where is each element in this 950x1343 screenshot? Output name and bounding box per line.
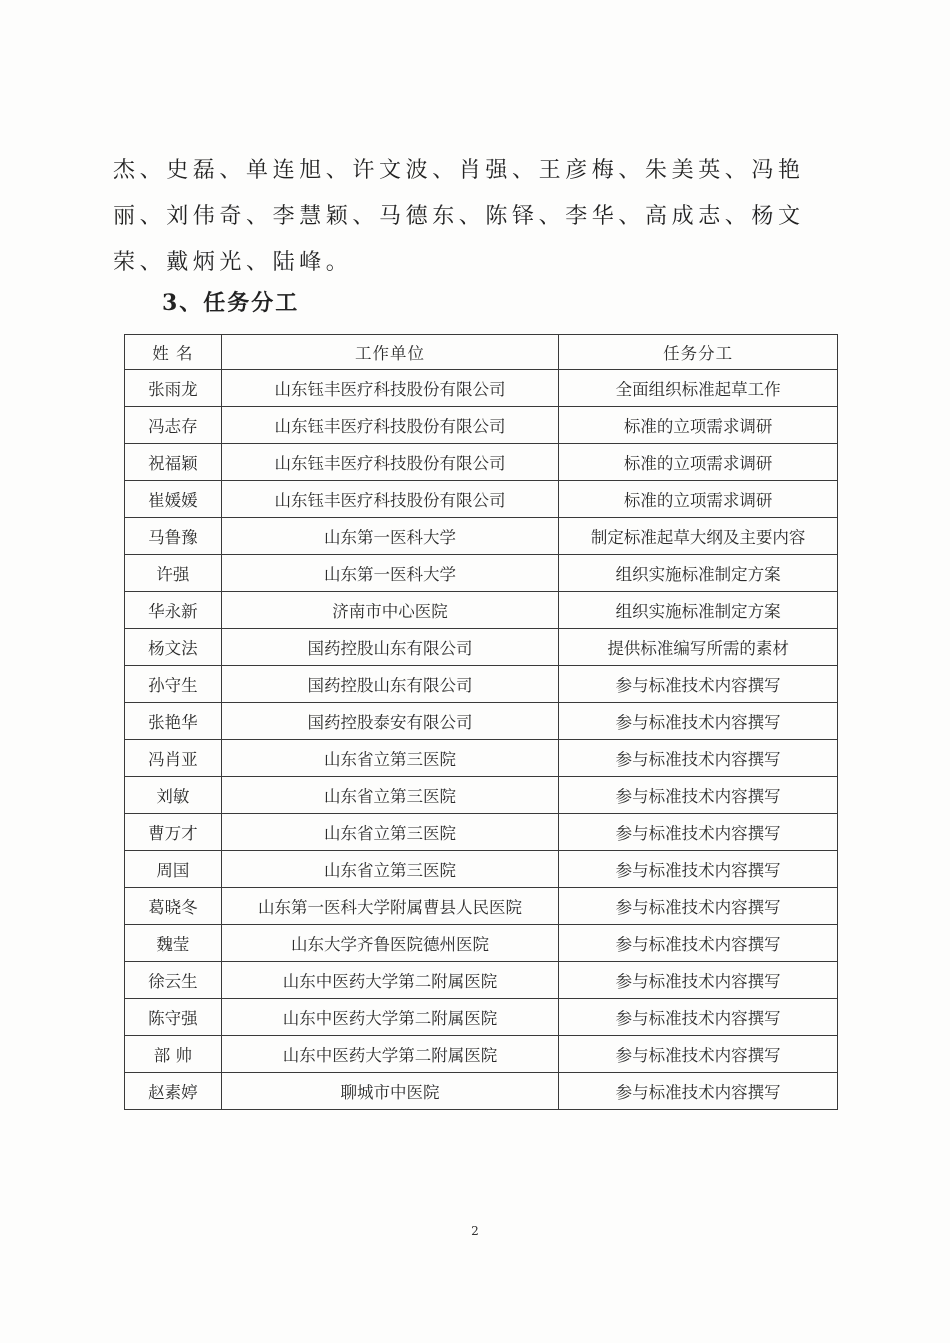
cell-name: 曹万才 <box>125 814 222 851</box>
cell-unit: 国药控股山东有限公司 <box>221 666 559 703</box>
table-row <box>125 629 838 666</box>
cell-unit: 山东钰丰医疗科技股份有限公司 <box>221 407 559 444</box>
cell-name: 华永新 <box>125 592 222 629</box>
table-row <box>125 962 838 999</box>
header-task: 任务分工 <box>559 335 838 370</box>
table-row <box>125 518 838 555</box>
cell-name: 赵素婷 <box>125 1073 222 1110</box>
cell-name: 杨文法 <box>125 629 222 666</box>
cell-unit: 山东第一医科大学附属曹县人民医院 <box>221 888 559 925</box>
cell-unit: 山东中医药大学第二附属医院 <box>221 962 559 999</box>
cell-unit: 山东省立第三医院 <box>221 740 559 777</box>
cell-name: 崔媛媛 <box>125 481 222 518</box>
cell-name: 周国 <box>125 851 222 888</box>
cell-unit: 山东大学齐鲁医院德州医院 <box>221 925 559 962</box>
cell-task: 标准的立项需求调研 <box>559 407 838 444</box>
cell-name: 魏莹 <box>125 925 222 962</box>
member-list-paragraph: 杰、史磊、单连旭、许文波、肖强、王彦梅、朱美英、冯艳丽、刘伟奇、李慧颖、马德东、陈铎、李华、高成志、杨文荣、戴炳光、陆峰。 <box>113 158 805 275</box>
table-row <box>125 777 838 814</box>
cell-name: 冯志存 <box>125 407 222 444</box>
cell-unit: 山东第一医科大学 <box>221 518 559 555</box>
table-row <box>125 481 838 518</box>
cell-task: 参与标准技术内容撰写 <box>559 999 838 1036</box>
cell-unit: 山东省立第三医院 <box>221 814 559 851</box>
task-assignment-table <box>124 334 838 1110</box>
cell-task: 参与标准技术内容撰写 <box>559 888 838 925</box>
cell-name: 张艳华 <box>125 703 222 740</box>
table-row <box>125 814 838 851</box>
cell-name: 刘敏 <box>125 777 222 814</box>
header-name: 姓 名 <box>125 335 222 370</box>
cell-unit: 山东钰丰医疗科技股份有限公司 <box>221 370 559 407</box>
cell-unit: 山东钰丰医疗科技股份有限公司 <box>221 481 559 518</box>
cell-name: 冯肖亚 <box>125 740 222 777</box>
table-row <box>125 925 838 962</box>
cell-unit: 山东中医药大学第二附属医院 <box>221 1036 559 1073</box>
cell-unit: 山东第一医科大学 <box>221 555 559 592</box>
cell-task: 参与标准技术内容撰写 <box>559 925 838 962</box>
table-row <box>125 666 838 703</box>
cell-unit: 山东省立第三医院 <box>221 851 559 888</box>
cell-task: 全面组织标准起草工作 <box>559 370 838 407</box>
table-row <box>125 888 838 925</box>
cell-name: 部 帅 <box>125 1036 222 1073</box>
header-unit: 工作单位 <box>221 335 559 370</box>
cell-unit: 国药控股泰安有限公司 <box>221 703 559 740</box>
table-row <box>125 592 838 629</box>
cell-task: 参与标准技术内容撰写 <box>559 666 838 703</box>
cell-task: 参与标准技术内容撰写 <box>559 740 838 777</box>
cell-unit: 山东钰丰医疗科技股份有限公司 <box>221 444 559 481</box>
cell-task: 参与标准技术内容撰写 <box>559 814 838 851</box>
cell-name: 陈守强 <box>125 999 222 1036</box>
cell-unit: 山东中医药大学第二附属医院 <box>221 999 559 1036</box>
cell-task: 参与标准技术内容撰写 <box>559 703 838 740</box>
cell-task: 参与标准技术内容撰写 <box>559 1036 838 1073</box>
cell-task: 提供标准编写所需的素材 <box>559 629 838 666</box>
table-row <box>125 999 838 1036</box>
cell-task: 组织实施标准制定方案 <box>559 592 838 629</box>
cell-task: 组织实施标准制定方案 <box>559 555 838 592</box>
table-row <box>125 851 838 888</box>
cell-name: 许强 <box>125 555 222 592</box>
cell-name: 葛晓冬 <box>125 888 222 925</box>
cell-unit: 聊城市中医院 <box>221 1073 559 1110</box>
table-row <box>125 555 838 592</box>
cell-name: 祝福颖 <box>125 444 222 481</box>
cell-task: 参与标准技术内容撰写 <box>559 851 838 888</box>
cell-unit: 济南市中心医院 <box>221 592 559 629</box>
cell-task: 制定标准起草大纲及主要内容 <box>559 518 838 555</box>
cell-unit: 国药控股山东有限公司 <box>221 629 559 666</box>
cell-task: 标准的立项需求调研 <box>559 481 838 518</box>
table-row <box>125 703 838 740</box>
table-row <box>125 444 838 481</box>
cell-task: 参与标准技术内容撰写 <box>559 777 838 814</box>
table-row <box>125 407 838 444</box>
cell-task: 参与标准技术内容撰写 <box>559 962 838 999</box>
table-body <box>125 370 838 1110</box>
page-number: 2 <box>471 1224 479 1238</box>
table-row <box>125 740 838 777</box>
cell-name: 徐云生 <box>125 962 222 999</box>
cell-name: 孙守生 <box>125 666 222 703</box>
table-row <box>125 1073 838 1110</box>
cell-name: 张雨龙 <box>125 370 222 407</box>
cell-unit: 山东省立第三医院 <box>221 777 559 814</box>
cell-name: 马鲁豫 <box>125 518 222 555</box>
table-header-row <box>125 335 838 370</box>
table-row <box>125 370 838 407</box>
table-row <box>125 1036 838 1073</box>
cell-task: 参与标准技术内容撰写 <box>559 1073 838 1110</box>
section-heading: 3、任务分工 <box>162 290 300 316</box>
cell-task: 标准的立项需求调研 <box>559 444 838 481</box>
